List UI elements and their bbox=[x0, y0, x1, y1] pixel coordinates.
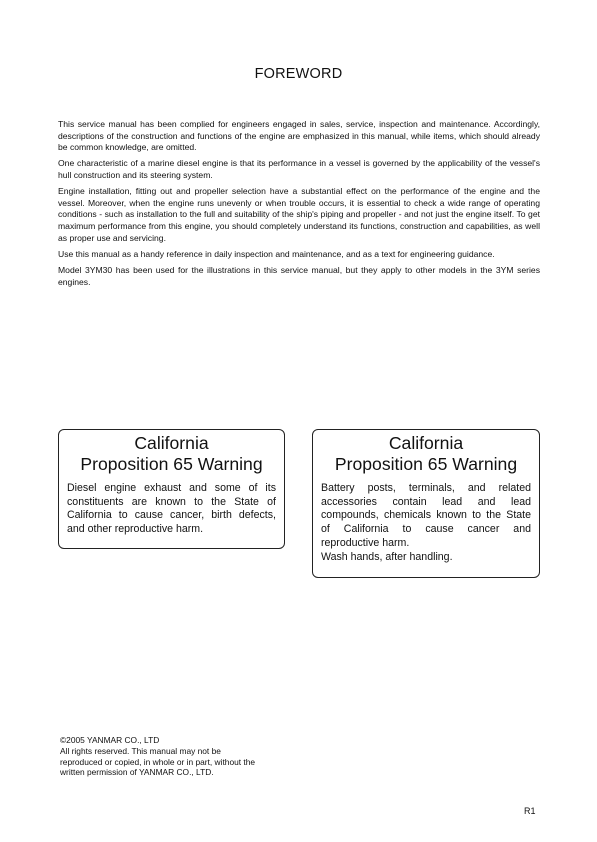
paragraph: Use this manual as a handy reference in daily inspection and maintenance, and as a text for engineering guidance. bbox=[58, 248, 495, 259]
paragraph: Engine installation, fitting out and propeller selection have a substantial effect on the performance of the engine and the vessel. Moreover, when the engine runs unevenly or when trouble occurs, it is essential to check a wide range of operating conditions - such as installation to the full and suitability of the ship's piping and propeller - and not just the engine itself. To get maximum performance from this engine, you should completely understand its functions, construction and capabilities, as well as proper use and servicing. bbox=[58, 186, 540, 243]
paragraph: Model 3YM30 has been used for the illustrations in this service manual, but they apply to other models in the 3YM series engines. bbox=[58, 264, 540, 287]
warning-text: Battery posts, terminals, and related accessories contain lead and lead compounds, chemicals known to the State of California to cause cancer and reproductive harm. bbox=[321, 482, 531, 549]
copyright-notice bbox=[60, 735, 260, 778]
rights-statement: All rights reserved. This manual may not be reproduced or copied, in whole or in part, without the written permission of YANMAR CO., LTD. bbox=[60, 745, 256, 778]
warning-body bbox=[67, 482, 276, 537]
page-title: FOREWORD bbox=[254, 66, 343, 82]
copyright-line: ©2005 YANMAR CO., LTD bbox=[60, 735, 160, 745]
warning-title-line2: Proposition 65 Warning bbox=[80, 454, 263, 474]
page-number: R1 bbox=[524, 806, 536, 816]
prop65-warning-exhaust bbox=[58, 429, 285, 549]
warning-body bbox=[321, 482, 531, 564]
warning-text: Diesel engine exhaust and some of its constituents are known to the State of California to cause cancer, birth defects, and other reproductive harm. bbox=[67, 482, 276, 536]
warning-text-extra: Wash hands, after handling. bbox=[321, 550, 453, 563]
paragraph: One characteristic of a marine diesel engine is that its performance in a vessel is governed by the applicability of the vessel's hull construction and its steering system. bbox=[58, 158, 540, 180]
warning-title-line1: California bbox=[134, 433, 209, 453]
foreword-body bbox=[58, 119, 540, 293]
prop65-warning-battery bbox=[312, 429, 540, 578]
warning-title bbox=[67, 433, 276, 475]
warning-title-line1: California bbox=[388, 433, 464, 453]
warning-title bbox=[321, 433, 531, 475]
paragraph: This service manual has been complied for engineers engaged in sales, service, inspection and maintenance. Accordingly, descriptions of the construction and functions of the engine are emphasized in this manual, while items, which should already be common knowledge, are omitted. bbox=[58, 119, 540, 153]
warning-title-line2: Proposition 65 Warning bbox=[334, 454, 518, 474]
